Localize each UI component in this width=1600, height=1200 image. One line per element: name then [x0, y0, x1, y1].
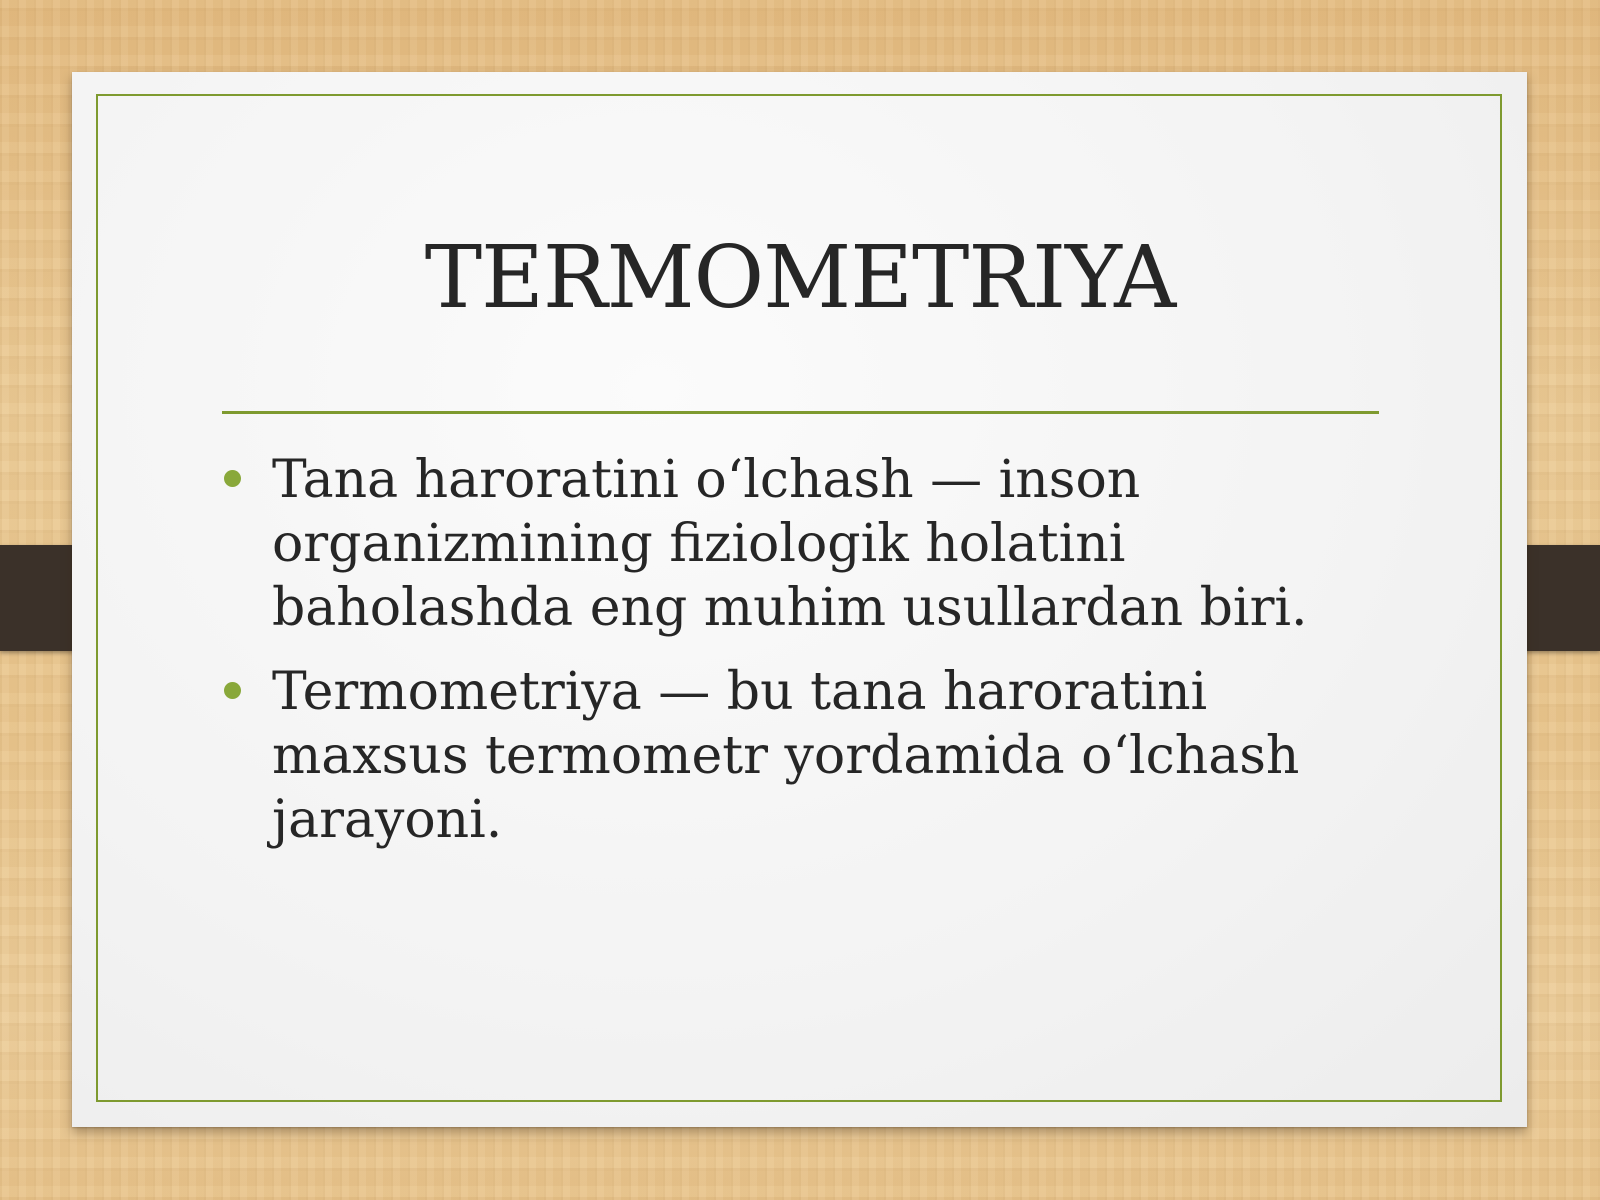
- bullet-item: [222, 448, 1382, 640]
- bullet-list: [222, 448, 1382, 872]
- bullet-dot-icon: [224, 682, 241, 699]
- bullet-text: Tana haroratini o‘lchash — inson organizmining fiziologik holatini baholashda eng muhim usullardan biri.: [272, 450, 1308, 638]
- bullet-dot-icon: [224, 470, 241, 487]
- bullet-text: Termometriya — bu tana haroratini maxsus termometr yordamida o‘lchash jarayoni.: [272, 662, 1300, 850]
- title-divider: [222, 411, 1379, 414]
- bullet-item: [222, 660, 1382, 852]
- slide-title: TERMOMETRIYA: [424, 228, 1176, 328]
